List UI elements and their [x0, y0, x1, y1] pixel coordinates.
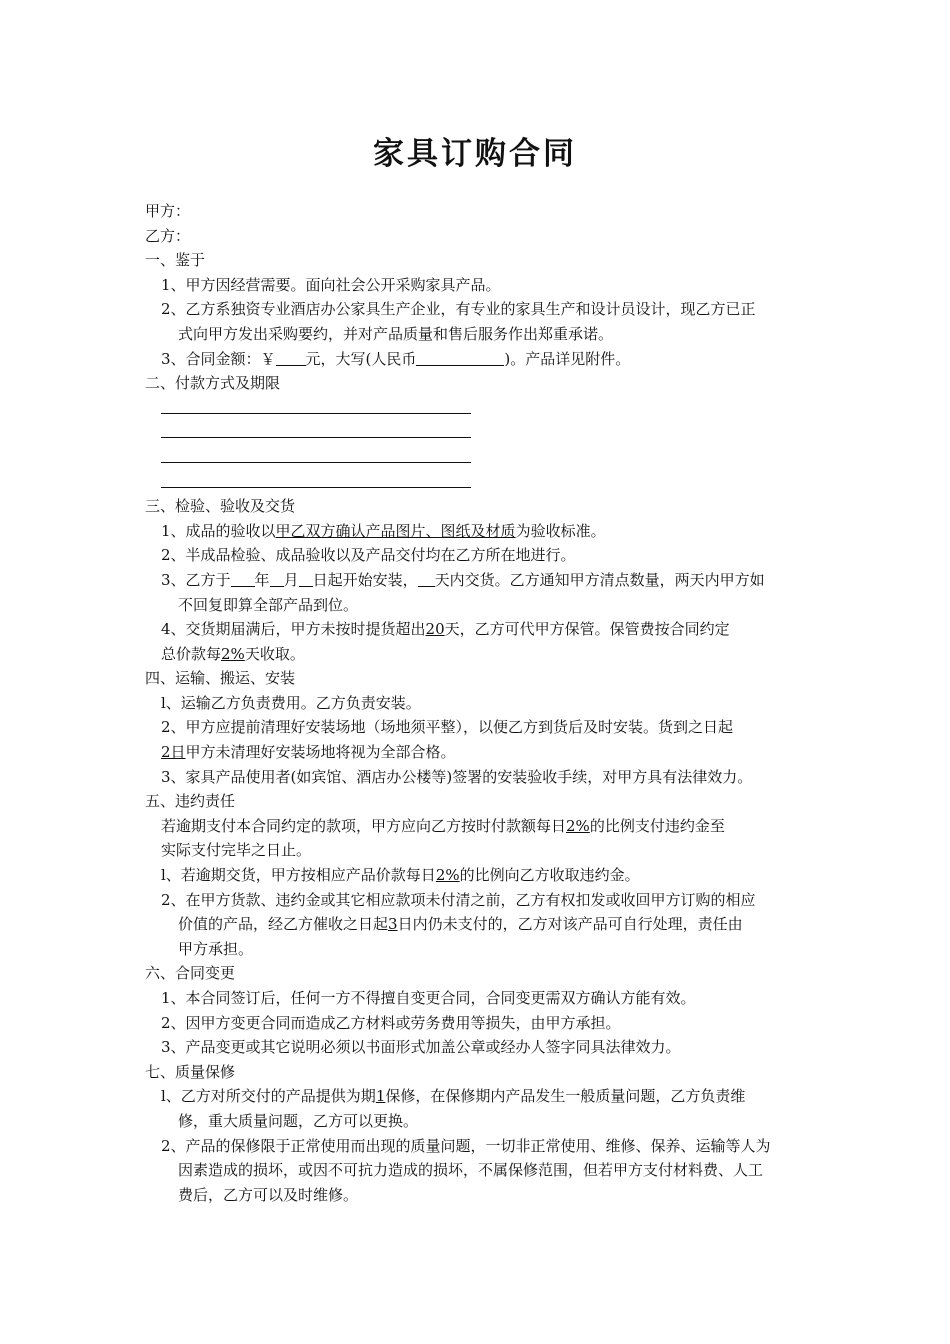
- underlined-text: 1: [375, 1087, 386, 1106]
- clause-text: 价值的产品，经乙方催收之日起: [178, 915, 389, 934]
- clause-continuation: 式向甲方发出采购要约，并对产品质量和售后服务作出郑重承诺。: [178, 324, 614, 343]
- payment-blank-line: [145, 445, 817, 470]
- clause: [145, 1084, 817, 1109]
- clause-continuation: 不回复即算全部产品到位。: [178, 595, 359, 614]
- clause-text: l、若逾期交货，甲方按相应产品价款每日: [161, 866, 436, 885]
- underlined-text: 20: [425, 620, 445, 639]
- clause-text: 的比例支付违约金至: [589, 816, 725, 835]
- clause-text: 日内仍未支付的，乙方对该产品可自行处理，责任由: [397, 915, 743, 934]
- clause: 3、产品变更或其它说明必须以书面形式加盖公章或经办人签字同具法律效力。: [161, 1038, 681, 1057]
- clause: 2、甲方应提前清理好安装场地（场地须平整），以便乙方到货后及时安装。货到之日起: [161, 718, 734, 737]
- payment-blank-line: [145, 470, 817, 495]
- amount-blank: [276, 350, 306, 366]
- underlined-text: 2%: [566, 816, 590, 835]
- underlined-text: 2%: [435, 866, 460, 885]
- section-heading: 七、质量保修: [145, 1062, 236, 1081]
- clause-text: 3、乙方于: [161, 570, 231, 589]
- clause: 1、本合同签订后，任何一方不得擅自变更合同，合同变更需双方确认方能有效。: [161, 989, 696, 1007]
- amount-words-blank: [416, 350, 504, 366]
- contract-body: [145, 199, 817, 1207]
- section-heading: 五、违约责任: [145, 792, 236, 811]
- underlined-text: 2日: [161, 743, 186, 762]
- clause-continuation: 实际支付完毕之日止。: [161, 841, 312, 860]
- clause-text: 保修，在保修期内产品发生一般质量问题，乙方负责维: [385, 1087, 746, 1106]
- clause: 2、产品的保修限于正常使用而出现的质量问题，一切非正常使用、维修、保养、运输等人为: [161, 1136, 771, 1155]
- clause-text: 3、合同金额：￥: [161, 349, 276, 368]
- clause: 2、半成品检验、成品验收以及产品交付均在乙方所在地进行。: [161, 546, 576, 565]
- underlined-text: 甲乙双方确认产品图片、图纸及材质: [275, 521, 516, 540]
- clause: 1、甲方因经营需要。面向社会公开采购家具产品。: [161, 275, 501, 294]
- clause-text: 天内交货。乙方通知甲方清点数量，两天内甲方如: [434, 570, 765, 589]
- contract-amount-clause: [145, 347, 817, 372]
- underlined-text: 3: [388, 915, 398, 934]
- clause: 2、因甲方变更合同而造成乙方材料或劳务费用等损失，由甲方承担。: [161, 1013, 621, 1032]
- clause-text: 的比例向乙方收取违约金。: [459, 866, 640, 885]
- section-heading: 六、合同变更: [145, 964, 236, 983]
- clause: 2、乙方系独资专业酒店办公家具生产企业，有专业的家具生产和设计员设计，现乙方已正: [161, 300, 756, 319]
- clause: [145, 617, 817, 642]
- document-title: 家具订购合同: [373, 136, 577, 172]
- clause-continuation: 因素造成的损坏，或因不可抗力造成的损坏，不属保修范围，但若甲方支付材料费、人工: [178, 1161, 764, 1180]
- year-blank: [231, 571, 255, 587]
- party-b-line: 乙方：: [145, 226, 191, 245]
- section-heading: 一、鉴于: [145, 251, 206, 270]
- days-blank: [418, 571, 435, 587]
- clause: [145, 863, 817, 888]
- clause: 3、家具产品使用者(如宾馆、酒店办公楼等)签署的安装验收手续，对甲方具有法律效力。: [161, 767, 753, 786]
- clause-text: 月: [283, 570, 299, 589]
- payment-blank-line: [145, 396, 817, 421]
- clause-continuation: 修，重大质量问题，乙方可以更换。: [178, 1111, 419, 1130]
- clause-continuation: [145, 740, 817, 765]
- clause-text: 甲方未清理好安装场地将视为全部合格。: [185, 743, 456, 762]
- payment-blank-line: [145, 420, 817, 445]
- clause-text: 1、成品的验收以: [161, 521, 276, 540]
- clause-text: l、乙方对所交付的产品提供为期: [161, 1087, 376, 1106]
- clause-text: 若逾期支付本合同约定的款项，甲方应向乙方按时付款额每日: [161, 816, 567, 835]
- clause-text: )。产品详见附件。: [504, 349, 631, 368]
- clause-text: 天收取。: [244, 644, 305, 663]
- clause-text: 为验收标准。: [515, 521, 606, 540]
- clause: 2、在甲方货款、违约金或其它相应款项未付清之前，乙方有权扣发或收回甲方订购的相应: [161, 890, 756, 909]
- clause: [145, 814, 817, 839]
- section-heading: 三、检验、验收及交货: [145, 497, 296, 516]
- clause-continuation: 甲方承担。: [178, 939, 254, 958]
- clause-text: 年: [254, 570, 270, 589]
- clause: [145, 568, 817, 593]
- section-heading: 二、付款方式及期限: [145, 374, 281, 393]
- clause-text: 总价款每: [161, 644, 222, 663]
- day-blank: [299, 571, 313, 587]
- clause-text: 元，大写(人民币: [305, 349, 417, 368]
- clause-continuation: 费后，乙方可以及时维修。: [178, 1185, 359, 1204]
- clause-text: 天，乙方可代甲方保管。保管费按合同约定: [444, 620, 730, 639]
- clause: [145, 519, 817, 544]
- clause-text: 4、交货期届满后，甲方未按时提货超出: [161, 620, 426, 639]
- party-a-line: 甲方：: [145, 202, 191, 220]
- underlined-text: 2%: [221, 644, 245, 663]
- section-heading: 四、运输、搬运、安装: [145, 669, 296, 688]
- clause-continuation: [145, 642, 817, 667]
- clause: l、运输乙方负责费用。乙方负责安装。: [161, 693, 421, 712]
- clause-continuation: [145, 912, 817, 937]
- clause-text: 日起开始安装，: [312, 570, 418, 589]
- month-blank: [270, 571, 284, 587]
